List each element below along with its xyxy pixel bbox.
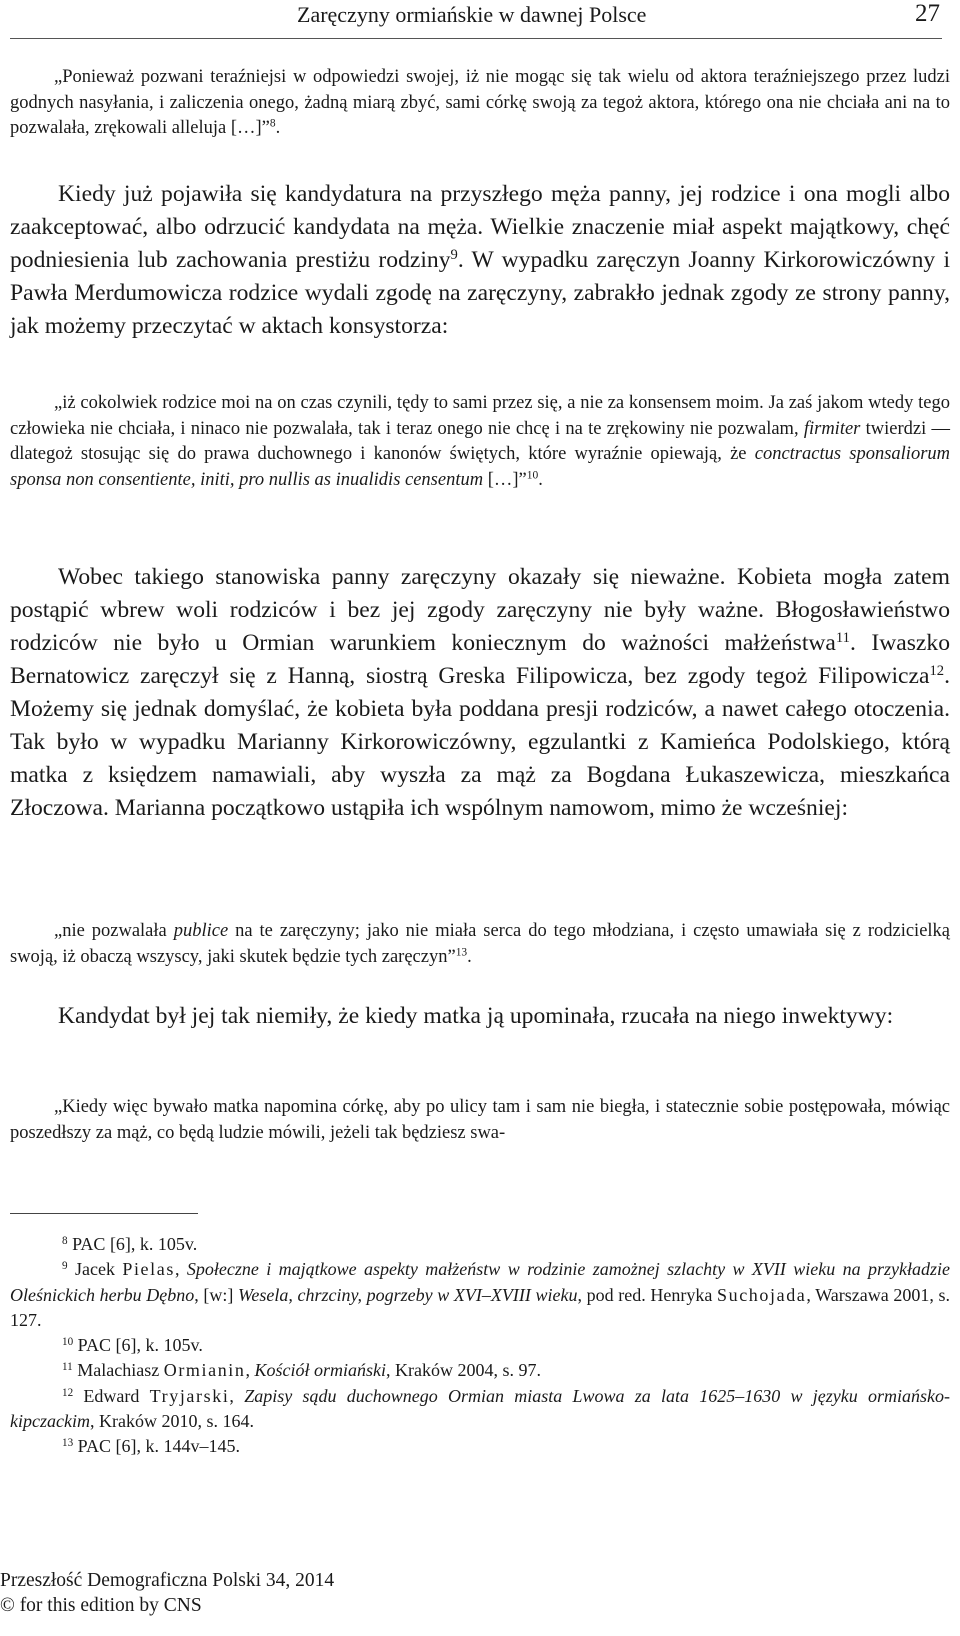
paragraph-1 [10,178,950,343]
footnote-ref[interactable]: 12 [929,662,945,679]
footnote-number: 12 [62,1386,74,1399]
footnote-text: PAC [6], k. 105v. [77,1335,203,1356]
quote-text: „Ponieważ pozwani teraźniejsi w odpowiedzi swojej, iż nie mogąc się tak wielu od aktora teraźniejszego przez ludzi godnych nasyłania, i zaliczenia onego, żadną miarą zbyć, sami córkę swoją za tegoż aktora, którego ona nie chciała ani na to pozwalała, zrękowali alleluja […]” [10,67,950,138]
footnote-text: , [w:] [194,1284,234,1305]
footnote-8 [10,1232,950,1257]
footnote-number: 9 [62,1260,68,1273]
paragraph-text: Wobec takiego stanowiska panny zaręczyny okazały się nieważne. Kobieta mogła zatem postąpić wbrew woli rodziców i bez jej zgody zaręczyny nie były ważne. Błogosławieństwo rodziców nie było u Ormian warunkiem koniecznym do ważności małżeństwa [10,564,950,656]
footnote-ref[interactable]: 9 [450,246,458,263]
paragraph-text: . Iwaszko Bernatowicz zaręczył się z Hanną, siostrą Greska Filipowicza, bez zgody tegoż Filipowicza [10,630,950,689]
latin-phrase: conctractus sponsaliorum sponsa non consentiente, initi, pro nullis as inualidis censentum [10,444,951,490]
book-title: Zapisy sądu duchownego Ormian miasta Lwowa za lata 1625–1630 w języku ormiańsko-kipczackim [10,1385,951,1432]
running-title: Zaręczyny ormiańskie w dawnej Polsce [297,2,647,27]
editor-last-name: Suchojada [717,1284,807,1305]
footnote-rule [10,1213,198,1214]
footnote-text: , [229,1385,234,1406]
footnote-10 [10,1333,950,1358]
page-footer [0,1568,334,1618]
block-quote-2 [10,391,950,493]
footnote-text: , Warszawa 2001, s. 127. [10,1284,950,1330]
paragraph-2 [10,561,950,825]
footnote-13 [10,1434,950,1459]
paragraph-text: . Możemy się jednak domyślać, że kobieta była poddana presji rodziców, a nawet całego otoczenia. Tak było w wypadku Marianny Kirkorowiczówny, egzulantki z Kamieńca Podolskiego, którą matka z księdzem namawiali, aby wyszła za mąż za Bogdana Łukaszewicza, mieszkańca Złoczowa. Marianna początkowo ustąpiła ich wspólnym namowom, mimo że wcześniej: [10,663,950,821]
footnotes [10,1232,950,1460]
latin-term: firmiter [803,418,861,439]
page-header [0,0,960,40]
footnote-text: PAC [6], k. 105v. [72,1234,198,1254]
author-first-name: Jacek [74,1259,115,1280]
quote-text: „Kiedy więc bywało matka napomina córkę, aby po ulicy tam i sam nie biegła, i statecznie sobie postępowała, mówiąc poszedłszy za mąż, co będą ludzie mówili, jeżeli tak będziesz swa- [10,1097,950,1143]
footnote-text: PAC [6], k. 144v–145. [77,1436,241,1457]
footnote-ref[interactable]: 11 [835,629,850,646]
quote-text: twierdzi — dlategoż stosując się do prawa duchownego i kanonów świętych, które wyraźnie opiewają, że [10,418,951,464]
block-quote-1 [10,65,950,142]
article-title: Społeczne i majątkowe aspekty małżeństw w rodzinie zamożnej szlachty w XVII wieku na przykładzie Oleśnickich herbu Dębno [10,1259,951,1305]
author-last-name: Ormianin [163,1360,246,1381]
footnote-12 [10,1384,950,1435]
quote-end: . [275,118,281,138]
page-number: 27 [915,0,940,27]
block-quote-4 [10,1095,950,1146]
paragraph-text: . W wypadku zaręczyn Joanny Kirkorowiczówny i Pawła Merdumowicza rodzice wydali zgodę na zaręczyny, zabrakło jednak zgody ze strony panny, jak możemy przeczytać w aktach konsystorza: [10,247,950,339]
book-title: Wesela, chrzciny, pogrzeby w XVI–XVIII wieku [238,1284,578,1305]
footnote-number: 11 [62,1361,73,1374]
footnote-text: , [245,1360,251,1381]
quote-end: . [538,469,543,490]
author-first-name: Malachiasz [77,1360,160,1381]
header-rule [10,38,942,39]
footnote-ref[interactable]: 13 [455,946,468,959]
quote-text: […]” [487,469,527,490]
footnote-ref[interactable]: 8 [269,117,276,130]
paragraph-text: Kiedy już pojawiła się kandydatura na przyszłego męża panny, jej rodzice i ona mogli albo zaakceptować, albo odrzucić kandydata na męża. Wielkie znaczenie miał aspekt majątkowy, chęć podniesienia lub zachowania prestiżu rodziny [10,181,950,273]
footnote-9: $^9$ Jacek Pielas, Społeczne i majątkowe aspekty małżeństw w rodzinie zamożnej szlachty w XVII wieku na przykładzie Oleśnickich herbu Dębno, [w:] Wesela, chrzciny, pogrzeby w XVI–XVIII wieku, pod red. Henryka Suchojada, Warszawa 2001, s. 127. [10,1259,951,1330]
author-first-name: Edward [83,1385,140,1406]
footnote-text: , Kraków 2010, s. 164. [89,1411,254,1432]
paragraph-text: Kandydat był jej tak niemiły, że kiedy matka ją upominała, rzucała na niego inwektywy: [58,1003,894,1029]
book-title: Kościół ormiański [254,1360,387,1381]
author-last-name: Tryjarski [149,1385,230,1406]
latin-term: publice [173,921,229,941]
quote-text: „nie pozwalała [54,921,167,941]
quote-text: na te zaręczyny; jako nie miała serca do tego młodziana, i często umawiała się z rodzicielką swoją, iż obaczą wszyscy, jaki skutek będzie tych zaręczyn” [10,921,951,967]
footnote-text: , Kraków 2004, s. 97. [386,1360,542,1381]
footnote-number: 8 [62,1234,68,1247]
footnote-11 [10,1358,950,1383]
quote-end: . [467,946,472,967]
footnote-number: 10 [62,1336,74,1349]
copyright-notice: © for this edition by CNS [0,1595,202,1616]
footnote-text: , pod red. Henryka [577,1284,713,1305]
footnote-ref[interactable]: 10 [526,469,539,482]
quote-text: „iż cokolwiek rodzice moi na on czas czynili, tędy to sami przez się, a nie za konsensem moim. Ja zaś jakom wtedy tego człowieka nie chciała, i ninaco nie pozwalała, tak i teraz onego nie chcę i na te zrękowiny nie pozwalam, [10,393,950,439]
paragraph-3 [10,1000,950,1033]
author-last-name: Pielas [122,1259,175,1280]
footnote-number: 13 [62,1437,74,1450]
journal-citation: Przeszłość Demograficzna Polski 34, 2014 [0,1570,335,1591]
block-quote-3 [10,919,950,970]
